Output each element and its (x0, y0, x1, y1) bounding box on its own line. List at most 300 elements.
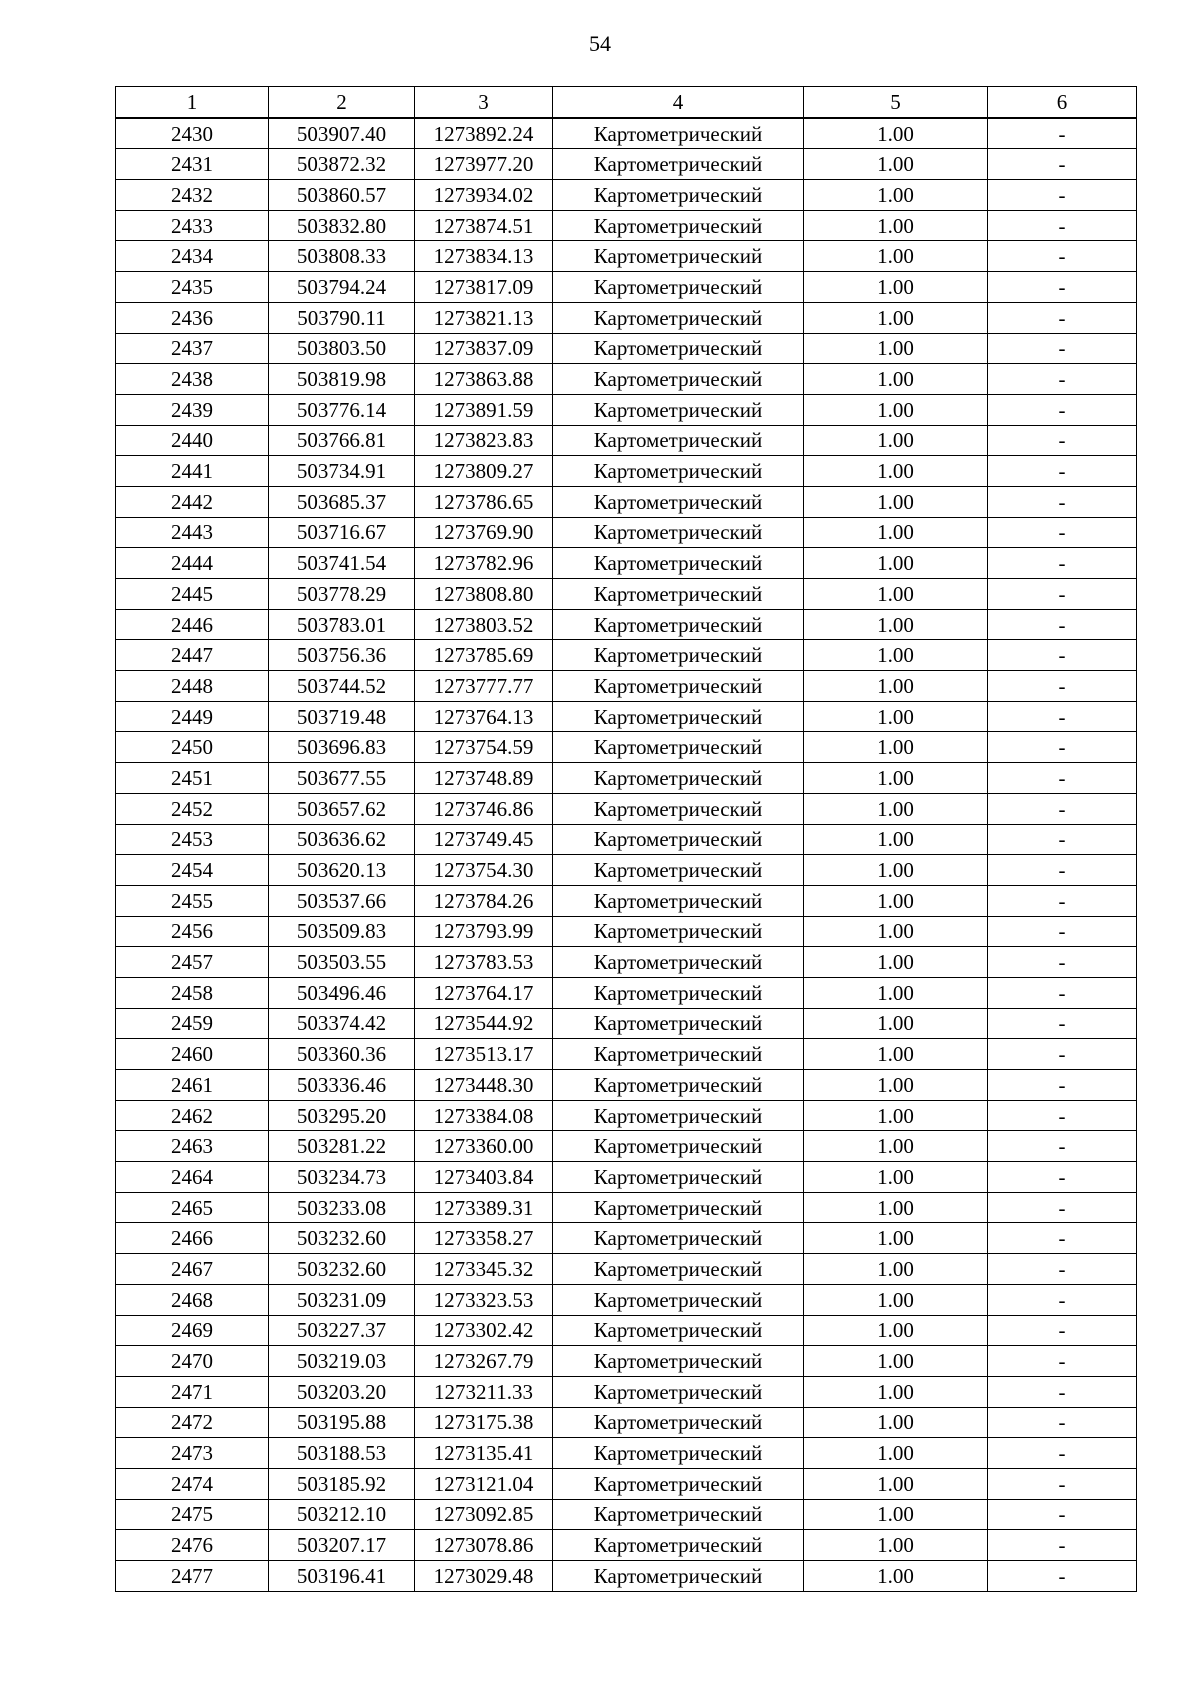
description-cell: - (988, 149, 1137, 180)
x-coordinate-cell: 503790.11 (269, 302, 415, 333)
point-number-cell: 2440 (116, 425, 269, 456)
point-number-cell: 2462 (116, 1100, 269, 1131)
y-coordinate-cell: 1273892.24 (415, 118, 553, 149)
point-number-cell: 2463 (116, 1131, 269, 1162)
y-coordinate-cell: 1273754.30 (415, 855, 553, 886)
x-coordinate-cell: 503207.17 (269, 1530, 415, 1561)
column-header-3: 3 (415, 87, 553, 118)
point-number-cell: 2461 (116, 1070, 269, 1101)
accuracy-cell: 1.00 (804, 1192, 988, 1223)
description-cell: - (988, 732, 1137, 763)
y-coordinate-cell: 1273029.48 (415, 1561, 553, 1592)
y-coordinate-cell: 1273323.53 (415, 1284, 553, 1315)
accuracy-cell: 1.00 (804, 333, 988, 364)
y-coordinate-cell: 1273782.96 (415, 548, 553, 579)
point-number-cell: 2439 (116, 394, 269, 425)
method-cell: Картометрический (553, 1561, 804, 1592)
y-coordinate-cell: 1273403.84 (415, 1162, 553, 1193)
method-cell: Картометрический (553, 640, 804, 671)
point-number-cell: 2456 (116, 916, 269, 947)
method-cell: Картометрический (553, 855, 804, 886)
point-number-cell: 2457 (116, 947, 269, 978)
point-number-cell: 2438 (116, 364, 269, 395)
x-coordinate-cell: 503794.24 (269, 272, 415, 303)
y-coordinate-cell: 1273769.90 (415, 517, 553, 548)
description-cell: - (988, 671, 1137, 702)
point-number-cell: 2447 (116, 640, 269, 671)
description-cell: - (988, 517, 1137, 548)
point-number-cell: 2452 (116, 793, 269, 824)
x-coordinate-cell: 503872.32 (269, 149, 415, 180)
accuracy-cell: 1.00 (804, 548, 988, 579)
y-coordinate-cell: 1273360.00 (415, 1131, 553, 1162)
table-row (116, 1561, 1137, 1592)
accuracy-cell: 1.00 (804, 793, 988, 824)
method-cell: Картометрический (553, 364, 804, 395)
y-coordinate-cell: 1273358.27 (415, 1223, 553, 1254)
x-coordinate-cell: 503232.60 (269, 1254, 415, 1285)
description-cell: - (988, 1100, 1137, 1131)
accuracy-cell: 1.00 (804, 916, 988, 947)
y-coordinate-cell: 1273345.32 (415, 1254, 553, 1285)
description-cell: - (988, 1192, 1137, 1223)
table-row (116, 1070, 1137, 1101)
x-coordinate-cell: 503776.14 (269, 394, 415, 425)
point-number-cell: 2434 (116, 241, 269, 272)
description-cell: - (988, 824, 1137, 855)
table-row (116, 1100, 1137, 1131)
point-number-cell: 2441 (116, 456, 269, 487)
table-row (116, 1008, 1137, 1039)
description-cell: - (988, 916, 1137, 947)
description-cell: - (988, 1376, 1137, 1407)
method-cell: Картометрический (553, 1223, 804, 1254)
table-row (116, 210, 1137, 241)
point-number-cell: 2432 (116, 180, 269, 211)
x-coordinate-cell: 503620.13 (269, 855, 415, 886)
x-coordinate-cell: 503860.57 (269, 180, 415, 211)
y-coordinate-cell: 1273754.59 (415, 732, 553, 763)
y-coordinate-cell: 1273389.31 (415, 1192, 553, 1223)
x-coordinate-cell: 503744.52 (269, 671, 415, 702)
x-coordinate-cell: 503783.01 (269, 609, 415, 640)
y-coordinate-cell: 1273384.08 (415, 1100, 553, 1131)
description-cell: - (988, 394, 1137, 425)
table-row (116, 1346, 1137, 1377)
description-cell: - (988, 180, 1137, 211)
point-number-cell: 2449 (116, 701, 269, 732)
y-coordinate-cell: 1273544.92 (415, 1008, 553, 1039)
x-coordinate-cell: 503295.20 (269, 1100, 415, 1131)
point-number-cell: 2431 (116, 149, 269, 180)
table-row (116, 824, 1137, 855)
accuracy-cell: 1.00 (804, 1561, 988, 1592)
x-coordinate-cell: 503716.67 (269, 517, 415, 548)
point-number-cell: 2469 (116, 1315, 269, 1346)
table-row (116, 732, 1137, 763)
point-number-cell: 2444 (116, 548, 269, 579)
table-row (116, 916, 1137, 947)
y-coordinate-cell: 1273817.09 (415, 272, 553, 303)
point-number-cell: 2436 (116, 302, 269, 333)
y-coordinate-cell: 1273764.13 (415, 701, 553, 732)
point-number-cell: 2446 (116, 609, 269, 640)
y-coordinate-cell: 1273764.17 (415, 977, 553, 1008)
description-cell: - (988, 1284, 1137, 1315)
page-number: 54 (589, 31, 611, 56)
x-coordinate-cell: 503685.37 (269, 486, 415, 517)
table-row (116, 1254, 1137, 1285)
method-cell: Картометрический (553, 947, 804, 978)
description-cell: - (988, 272, 1137, 303)
point-number-cell: 2459 (116, 1008, 269, 1039)
table-row (116, 333, 1137, 364)
accuracy-cell: 1.00 (804, 302, 988, 333)
x-coordinate-cell: 503766.81 (269, 425, 415, 456)
accuracy-cell: 1.00 (804, 763, 988, 794)
method-cell: Картометрический (553, 1192, 804, 1223)
description-cell: - (988, 977, 1137, 1008)
y-coordinate-cell: 1273135.41 (415, 1438, 553, 1469)
accuracy-cell: 1.00 (804, 1284, 988, 1315)
description-cell: - (988, 885, 1137, 916)
accuracy-cell: 1.00 (804, 671, 988, 702)
table-row (116, 1376, 1137, 1407)
table-row (116, 118, 1137, 149)
method-cell: Картометрический (553, 517, 804, 548)
description-cell: - (988, 793, 1137, 824)
description-cell: - (988, 1315, 1137, 1346)
x-coordinate-cell: 503360.36 (269, 1039, 415, 1070)
y-coordinate-cell: 1273803.52 (415, 609, 553, 640)
accuracy-cell: 1.00 (804, 609, 988, 640)
description-cell: - (988, 425, 1137, 456)
point-number-cell: 2455 (116, 885, 269, 916)
point-number-cell: 2450 (116, 732, 269, 763)
point-number-cell: 2443 (116, 517, 269, 548)
table-row (116, 425, 1137, 456)
description-cell: - (988, 1530, 1137, 1561)
accuracy-cell: 1.00 (804, 486, 988, 517)
x-coordinate-cell: 503509.83 (269, 916, 415, 947)
method-cell: Картометрический (553, 1162, 804, 1193)
table-row (116, 579, 1137, 610)
method-cell: Картометрический (553, 671, 804, 702)
x-coordinate-cell: 503734.91 (269, 456, 415, 487)
table-row (116, 1039, 1137, 1070)
header-row (116, 87, 1137, 118)
table-row (116, 855, 1137, 886)
point-number-cell: 2467 (116, 1254, 269, 1285)
accuracy-cell: 1.00 (804, 517, 988, 548)
accuracy-cell: 1.00 (804, 456, 988, 487)
point-number-cell: 2451 (116, 763, 269, 794)
description-cell: - (988, 609, 1137, 640)
x-coordinate-cell: 503231.09 (269, 1284, 415, 1315)
x-coordinate-cell: 503233.08 (269, 1192, 415, 1223)
table-row (116, 701, 1137, 732)
method-cell: Картометрический (553, 272, 804, 303)
description-cell: - (988, 118, 1137, 149)
point-number-cell: 2471 (116, 1376, 269, 1407)
description-cell: - (988, 1254, 1137, 1285)
method-cell: Картометрический (553, 1070, 804, 1101)
description-cell: - (988, 1131, 1137, 1162)
accuracy-cell: 1.00 (804, 1223, 988, 1254)
method-cell: Картометрический (553, 1346, 804, 1377)
x-coordinate-cell: 503212.10 (269, 1499, 415, 1530)
accuracy-cell: 1.00 (804, 1407, 988, 1438)
table-row (116, 149, 1137, 180)
x-coordinate-cell: 503778.29 (269, 579, 415, 610)
description-cell: - (988, 364, 1137, 395)
x-coordinate-cell: 503281.22 (269, 1131, 415, 1162)
x-coordinate-cell: 503741.54 (269, 548, 415, 579)
point-number-cell: 2453 (116, 824, 269, 855)
point-number-cell: 2475 (116, 1499, 269, 1530)
description-cell: - (988, 763, 1137, 794)
y-coordinate-cell: 1273808.80 (415, 579, 553, 610)
description-cell: - (988, 1468, 1137, 1499)
table-row (116, 364, 1137, 395)
method-cell: Картометрический (553, 1008, 804, 1039)
method-cell: Картометрический (553, 977, 804, 1008)
description-cell: - (988, 456, 1137, 487)
x-coordinate-cell: 503907.40 (269, 118, 415, 149)
method-cell: Картометрический (553, 793, 804, 824)
x-coordinate-cell: 503803.50 (269, 333, 415, 364)
accuracy-cell: 1.00 (804, 977, 988, 1008)
description-cell: - (988, 333, 1137, 364)
method-cell: Картометрический (553, 486, 804, 517)
method-cell: Картометрический (553, 763, 804, 794)
table-row (116, 302, 1137, 333)
point-number-cell: 2472 (116, 1407, 269, 1438)
description-cell: - (988, 486, 1137, 517)
accuracy-cell: 1.00 (804, 1499, 988, 1530)
accuracy-cell: 1.00 (804, 579, 988, 610)
description-cell: - (988, 701, 1137, 732)
description-cell: - (988, 548, 1137, 579)
method-cell: Картометрический (553, 1499, 804, 1530)
y-coordinate-cell: 1273513.17 (415, 1039, 553, 1070)
method-cell: Картометрический (553, 1039, 804, 1070)
x-coordinate-cell: 503719.48 (269, 701, 415, 732)
accuracy-cell: 1.00 (804, 1070, 988, 1101)
table-row (116, 241, 1137, 272)
x-coordinate-cell: 503819.98 (269, 364, 415, 395)
point-number-cell: 2448 (116, 671, 269, 702)
description-cell: - (988, 1039, 1137, 1070)
y-coordinate-cell: 1273783.53 (415, 947, 553, 978)
method-cell: Картометрический (553, 1376, 804, 1407)
description-cell: - (988, 855, 1137, 886)
method-cell: Картометрический (553, 579, 804, 610)
accuracy-cell: 1.00 (804, 1346, 988, 1377)
y-coordinate-cell: 1273863.88 (415, 364, 553, 395)
table-row (116, 1223, 1137, 1254)
description-cell: - (988, 241, 1137, 272)
point-number-cell: 2435 (116, 272, 269, 303)
method-cell: Картометрический (553, 210, 804, 241)
x-coordinate-cell: 503808.33 (269, 241, 415, 272)
y-coordinate-cell: 1273121.04 (415, 1468, 553, 1499)
x-coordinate-cell: 503537.66 (269, 885, 415, 916)
accuracy-cell: 1.00 (804, 1254, 988, 1285)
x-coordinate-cell: 503496.46 (269, 977, 415, 1008)
method-cell: Картометрический (553, 732, 804, 763)
description-cell: - (988, 1070, 1137, 1101)
description-cell: - (988, 1008, 1137, 1039)
point-number-cell: 2476 (116, 1530, 269, 1561)
y-coordinate-cell: 1273092.85 (415, 1499, 553, 1530)
table-row (116, 977, 1137, 1008)
point-number-cell: 2445 (116, 579, 269, 610)
table-body (116, 118, 1137, 1592)
accuracy-cell: 1.00 (804, 210, 988, 241)
y-coordinate-cell: 1273175.38 (415, 1407, 553, 1438)
x-coordinate-cell: 503219.03 (269, 1346, 415, 1377)
x-coordinate-cell: 503234.73 (269, 1162, 415, 1193)
y-coordinate-cell: 1273748.89 (415, 763, 553, 794)
point-number-cell: 2468 (116, 1284, 269, 1315)
table-row (116, 793, 1137, 824)
table-row (116, 763, 1137, 794)
accuracy-cell: 1.00 (804, 1039, 988, 1070)
accuracy-cell: 1.00 (804, 640, 988, 671)
table-row (116, 609, 1137, 640)
y-coordinate-cell: 1273786.65 (415, 486, 553, 517)
x-coordinate-cell: 503196.41 (269, 1561, 415, 1592)
table-row (116, 272, 1137, 303)
table-row (116, 640, 1137, 671)
column-header-5: 5 (804, 87, 988, 118)
accuracy-cell: 1.00 (804, 364, 988, 395)
x-coordinate-cell: 503677.55 (269, 763, 415, 794)
x-coordinate-cell: 503195.88 (269, 1407, 415, 1438)
accuracy-cell: 1.00 (804, 701, 988, 732)
y-coordinate-cell: 1273784.26 (415, 885, 553, 916)
table-row (116, 1192, 1137, 1223)
method-cell: Картометрический (553, 1131, 804, 1162)
table-row (116, 671, 1137, 702)
accuracy-cell: 1.00 (804, 732, 988, 763)
y-coordinate-cell: 1273793.99 (415, 916, 553, 947)
table-row (116, 1438, 1137, 1469)
x-coordinate-cell: 503756.36 (269, 640, 415, 671)
accuracy-cell: 1.00 (804, 885, 988, 916)
accuracy-cell: 1.00 (804, 824, 988, 855)
point-number-cell: 2430 (116, 118, 269, 149)
x-coordinate-cell: 503657.62 (269, 793, 415, 824)
table-row (116, 1530, 1137, 1561)
table-row (116, 1284, 1137, 1315)
table-row (116, 1131, 1137, 1162)
y-coordinate-cell: 1273749.45 (415, 824, 553, 855)
description-cell: - (988, 1162, 1137, 1193)
y-coordinate-cell: 1273934.02 (415, 180, 553, 211)
y-coordinate-cell: 1273448.30 (415, 1070, 553, 1101)
y-coordinate-cell: 1273746.86 (415, 793, 553, 824)
column-header-1: 1 (116, 87, 269, 118)
method-cell: Картометрический (553, 1438, 804, 1469)
method-cell: Картометрический (553, 885, 804, 916)
table-row (116, 486, 1137, 517)
point-number-cell: 2473 (116, 1438, 269, 1469)
accuracy-cell: 1.00 (804, 241, 988, 272)
x-coordinate-cell: 503696.83 (269, 732, 415, 763)
point-number-cell: 2433 (116, 210, 269, 241)
point-number-cell: 2466 (116, 1223, 269, 1254)
accuracy-cell: 1.00 (804, 1008, 988, 1039)
column-header-4: 4 (553, 87, 804, 118)
method-cell: Картометрический (553, 1284, 804, 1315)
description-cell: - (988, 210, 1137, 241)
y-coordinate-cell: 1273977.20 (415, 149, 553, 180)
method-cell: Картометрический (553, 394, 804, 425)
point-number-cell: 2460 (116, 1039, 269, 1070)
description-cell: - (988, 1407, 1137, 1438)
method-cell: Картометрический (553, 1100, 804, 1131)
accuracy-cell: 1.00 (804, 855, 988, 886)
column-header-2: 2 (269, 87, 415, 118)
method-cell: Картометрический (553, 118, 804, 149)
point-number-cell: 2464 (116, 1162, 269, 1193)
accuracy-cell: 1.00 (804, 1438, 988, 1469)
table-row (116, 1468, 1137, 1499)
method-cell: Картометрический (553, 916, 804, 947)
accuracy-cell: 1.00 (804, 118, 988, 149)
description-cell: - (988, 1499, 1137, 1530)
description-cell: - (988, 1561, 1137, 1592)
table-row (116, 456, 1137, 487)
accuracy-cell: 1.00 (804, 149, 988, 180)
method-cell: Картометрический (553, 548, 804, 579)
coordinates-table (115, 86, 1137, 1592)
table-row (116, 548, 1137, 579)
method-cell: Картометрический (553, 1468, 804, 1499)
x-coordinate-cell: 503227.37 (269, 1315, 415, 1346)
method-cell: Картометрический (553, 333, 804, 364)
table-row (116, 180, 1137, 211)
y-coordinate-cell: 1273891.59 (415, 394, 553, 425)
y-coordinate-cell: 1273302.42 (415, 1315, 553, 1346)
y-coordinate-cell: 1273809.27 (415, 456, 553, 487)
method-cell: Картометрический (553, 1254, 804, 1285)
table-row (116, 885, 1137, 916)
table-row (116, 1499, 1137, 1530)
x-coordinate-cell: 503232.60 (269, 1223, 415, 1254)
table-header (116, 87, 1137, 118)
table-row (116, 394, 1137, 425)
accuracy-cell: 1.00 (804, 1100, 988, 1131)
method-cell: Картометрический (553, 149, 804, 180)
accuracy-cell: 1.00 (804, 1162, 988, 1193)
point-number-cell: 2470 (116, 1346, 269, 1377)
method-cell: Картометрический (553, 824, 804, 855)
y-coordinate-cell: 1273785.69 (415, 640, 553, 671)
y-coordinate-cell: 1273874.51 (415, 210, 553, 241)
y-coordinate-cell: 1273777.77 (415, 671, 553, 702)
accuracy-cell: 1.00 (804, 394, 988, 425)
method-cell: Картометрический (553, 1530, 804, 1561)
method-cell: Картометрический (553, 1407, 804, 1438)
method-cell: Картометрический (553, 241, 804, 272)
point-number-cell: 2474 (116, 1468, 269, 1499)
accuracy-cell: 1.00 (804, 947, 988, 978)
point-number-cell: 2465 (116, 1192, 269, 1223)
method-cell: Картометрический (553, 609, 804, 640)
